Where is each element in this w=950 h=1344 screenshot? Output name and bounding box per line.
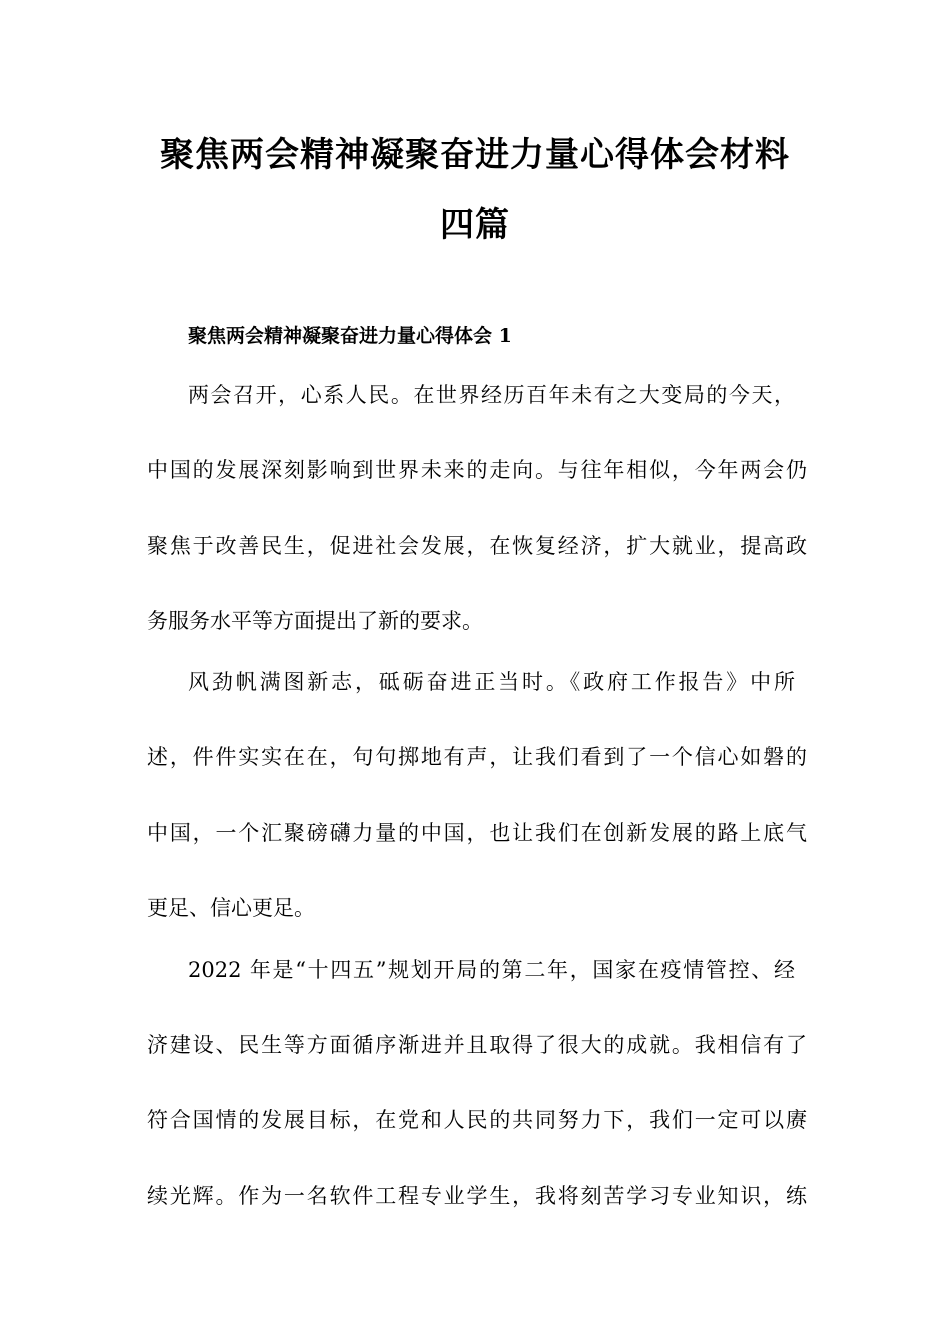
document-title-line-1: 聚焦两会精神凝聚奋进力量心得体会材料 (160, 135, 790, 175)
paragraph-3-line-1: 2022 年是“十四五”规划开局的第二年，国家在疫情管控、经 (188, 958, 795, 982)
paragraph-1-line-2: 中国的发展深刻影响到世界未来的走向。与往年相似，今年两会仍 (147, 458, 807, 482)
paragraph-1-line-4: 务服务水平等方面提出了新的要求。 (147, 609, 483, 633)
paragraph-2-line-4: 更足、信心更足。 (147, 896, 315, 920)
document-title-line-2: 四篇 (440, 205, 510, 245)
paragraph-2-line-3: 中国，一个汇聚磅礴力量的中国，也让我们在创新发展的路上底气 (147, 821, 807, 845)
paragraph-1-line-3: 聚焦于改善民生，促进社会发展，在恢复经济，扩大就业，提高政 (147, 534, 807, 558)
paragraph-2-line-1: 风劲帆满图新志，砥砺奋进正当时。《政府工作报告》中所 (188, 670, 795, 694)
paragraph-2-line-2: 述，件件实实在在，句句掷地有声，让我们看到了一个信心如磐的 (147, 745, 807, 769)
section-heading: 聚焦两会精神凝聚奋进力量心得体会 1 (188, 325, 512, 347)
paragraph-3-line-4: 续光辉。作为一名软件工程专业学生，我将刻苦学习专业知识，练 (147, 1184, 807, 1208)
paragraph-1-line-1: 两会召开，心系人民。在世界经历百年未有之大变局的今天， (188, 383, 795, 407)
paragraph-3-line-2: 济建设、民生等方面循序渐进并且取得了很大的成就。我相信有了 (147, 1033, 807, 1057)
paragraph-3-line-3: 符合国情的发展目标，在党和人民的共同努力下，我们一定可以赓 (147, 1108, 807, 1132)
